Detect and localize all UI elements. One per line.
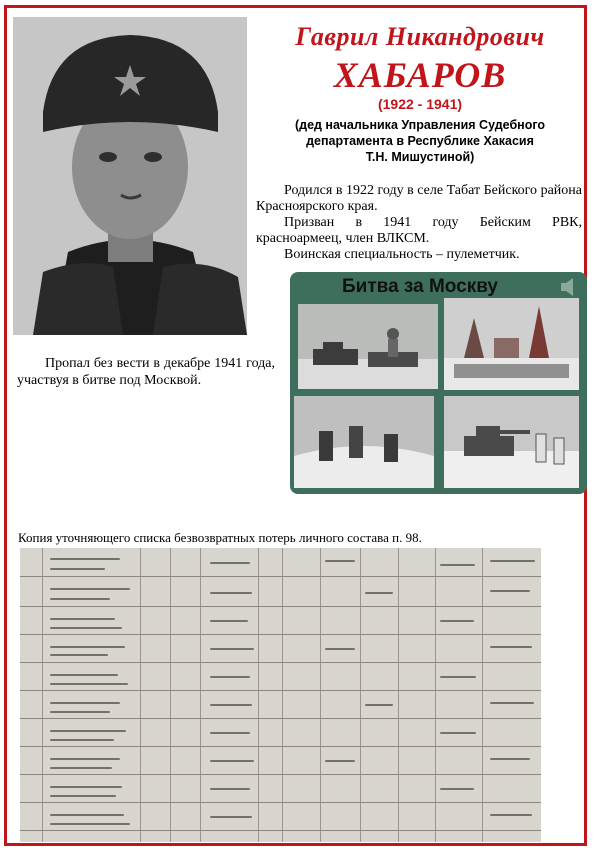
missing-in-action-text [17,355,275,389]
bio-specialty: Воинская специальность – пулеметчик. [284,247,520,262]
dedication-line-1: (дед начальника Управления Судебного [294,118,546,132]
photo-soldiers-trench [294,396,434,488]
speaker-icon [559,276,579,298]
photo-tank-infantry-attack [444,396,579,488]
dedication-note [256,117,584,165]
photo-red-square-parade [444,298,579,390]
bio-birth: Родился в 1922 году в селе Табат Бейского района Красноярского края. [256,183,582,214]
biography [256,183,582,263]
person-last-name: ХАБАРОВ [333,55,507,95]
archival-loss-list-scan [20,548,541,842]
document-caption: Копия уточняющего списка безвозвратных потерь личного состава п. 98. [18,530,422,545]
bio-conscription: Призван в 1941 году Бейским РВК, красноармеец, член ВЛКСМ. [256,215,582,246]
person-first-names: Гаврил Никандрович [295,22,545,51]
battle-for-moscow-collage [290,272,587,494]
missing-paragraph: Пропал без вести в декабре 1941 года, участвуя в битве под Москвой. [17,356,275,388]
portrait-photo [13,17,247,335]
life-years: (1922 - 1941) [377,96,463,112]
photo-tanks-winter [298,304,438,389]
dedication-line-3: Т.Н. Мишустиной) [365,150,475,164]
collage-title: Битва за Москву [342,276,498,297]
dedication-line-2: департамента в Республике Хакасия [306,134,534,148]
